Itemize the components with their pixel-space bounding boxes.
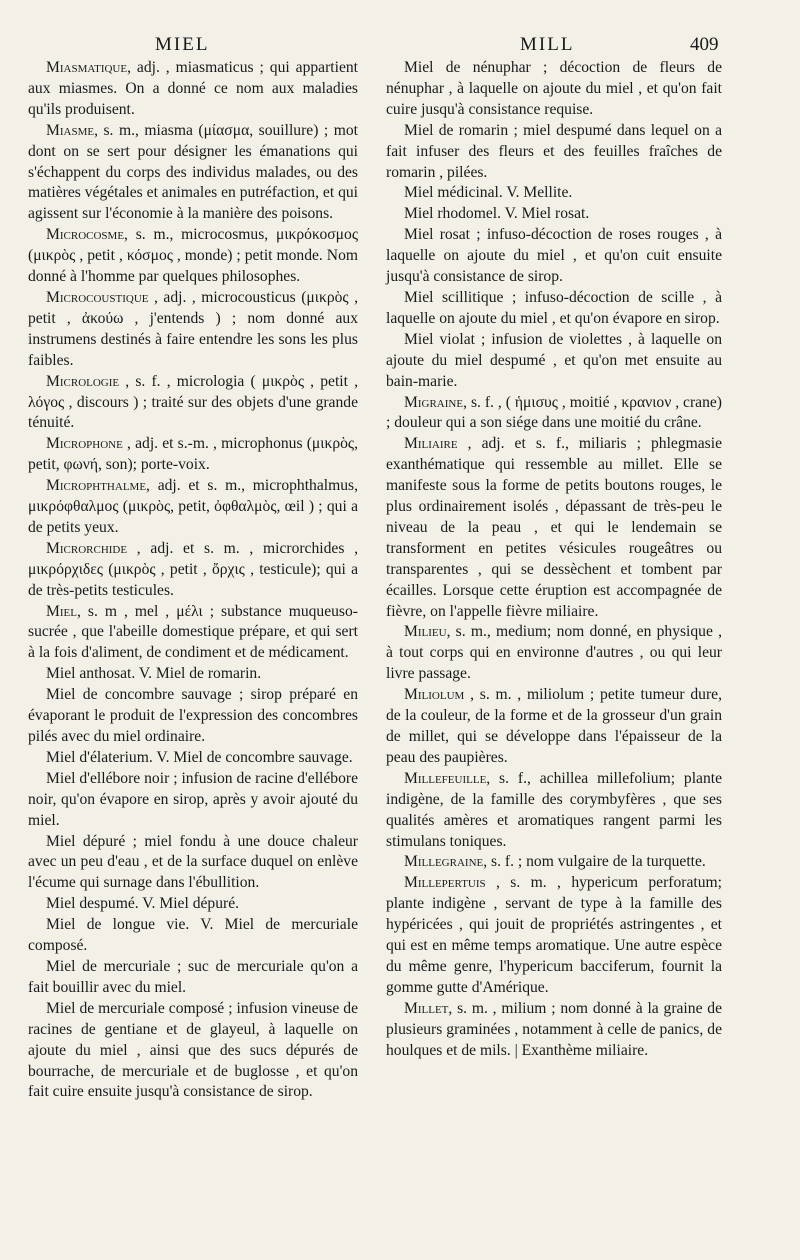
sub-entry: Miel rosat ; infuso-décoction de roses rouges , à laquelle on ajoute du miel , et qu'on cuit ensuite jusqu'à consistance de sirop. bbox=[386, 226, 722, 286]
running-head-left: MIEL bbox=[155, 34, 210, 55]
headword: Miliaire bbox=[404, 435, 458, 453]
sub-entry: Miel de mercuriale ; suc de mercuriale qu'on a fait bouillir avec du miel. bbox=[28, 957, 358, 996]
entry: Microphone , adj. et s.-m. , microphonus (μικρὸς, petit, φωνή, son); porte-voix. bbox=[28, 435, 358, 474]
sub-entry: Miel de nénuphar ; décoction de fleurs de nénuphar , à laquelle on ajoute du miel , et qu'on fait cuire jusqu'à consistance requise. bbox=[386, 59, 722, 118]
sub-entry: Miel de romarin ; miel despumé dans lequel on a fait infuser des fleurs et des feuilles fraîches de romarin , pilées. bbox=[386, 121, 722, 181]
headword: Microcoustique bbox=[46, 288, 149, 306]
headword: Microphthalme bbox=[46, 477, 147, 495]
entry: Millegraine, s. f. ; nom vulgaire de la turquette. bbox=[404, 853, 706, 871]
headword: Microcosme bbox=[46, 226, 125, 244]
headword: Millegraine bbox=[404, 853, 484, 871]
sub-entry: Miel de longue vie. V. Miel de mercuriale composé. bbox=[28, 916, 358, 955]
headword: Miel bbox=[46, 602, 77, 620]
sub-entry: Miel rhodomel. V. Miel rosat. bbox=[404, 205, 590, 223]
headword: Millet bbox=[404, 999, 449, 1017]
headword: Miliolum bbox=[404, 686, 465, 704]
headword: Microphone bbox=[46, 435, 123, 453]
page-number: 409 bbox=[690, 34, 719, 55]
entry: Miasme, s. m., miasma (μίασμα, souillure) ; mot dont on se sert pour désigner les émanations qui s'échappent du corps des individus malades, ou des matières végétales et animales en putréfaction, et qui agissent sur l'économie à la manière des poisons. bbox=[28, 121, 358, 223]
entry: Millet, s. m. , milium ; nom donné à la graine de plusieurs graminées , notamment à celle de panics, de houlques et de mils. | Exanthème miliaire. bbox=[386, 999, 722, 1059]
headword: Miasmatique bbox=[46, 59, 128, 76]
headword: Migraine bbox=[404, 393, 464, 411]
sub-entry: Miel d'élaterium. V. Miel de concombre sauvage. bbox=[46, 748, 353, 766]
entry: Miel, s. m , mel , μέλι ; substance muqueuso-sucrée , que l'abeille domestique prépare, et qui sert à la fois d'aliment, de condiment et de médicament. bbox=[28, 602, 358, 662]
sub-entry: Miel médicinal. V. Mellite. bbox=[404, 184, 573, 202]
entry: Miliolum , s. m. , miliolum ; petite tumeur dure, de la couleur, de la forme et de la grosseur d'un grain de millet, qui se développe dans l'épaisseur de la peau des paupières. bbox=[386, 686, 722, 766]
entry: Micrologie , s. f. , micrologia ( μικρὸς , petit , λόγος , discours ) ; traité sur des objets d'une grande ténuité. bbox=[28, 372, 358, 432]
running-head-right: MILL bbox=[520, 34, 575, 55]
sub-entry: Miel violat ; infusion de violettes , à laquelle on ajoute du miel despumé , et qu'on met ensuite au bain-marie. bbox=[386, 330, 722, 390]
entry: Microrchide , adj. et s. m. , microrchides , μικρόρχιδες (μικρὸς , petit , ὄρχις , testicule); qui a de très-petits testicules. bbox=[28, 539, 358, 599]
headword: Milieu bbox=[404, 623, 447, 641]
right-column bbox=[386, 58, 722, 1062]
sub-entry: Miel dépuré ; miel fondu à une douce chaleur avec un peu d'eau , et de la surface duquel on enlève l'écume qui surnage dans l'ébullition. bbox=[28, 832, 358, 892]
headword: Millepertuis bbox=[404, 874, 486, 892]
entry: Millefeuille, s. f., achillea millefolium; plante indigène, de la famille des corymbyfères , que ses qualités amères et aromatiques rangent parmi les stimulans toniques. bbox=[386, 769, 722, 850]
entry: Milieu, s. m., medium; nom donné, en physique , à tout corps qui en environne d'autres , ou qui leur livre passage. bbox=[386, 623, 722, 683]
sub-entry: Miel scillitique ; infuso-décoction de scille , à laquelle on ajoute du miel , et qu'on évapore en sirop. bbox=[386, 288, 722, 327]
sub-entry: Miel de concombre sauvage ; sirop préparé en évaporant le produit de l'expression des concombres pilés avec du miel ordinaire. bbox=[28, 686, 358, 745]
headword: Millefeuille bbox=[404, 769, 487, 787]
entry: Miliaire , adj. et s. f., miliaris ; phlegmasie exanthématique qui ressemble au millet. Elle se manifeste sous la forme de petits boutons rouges, le plus ordinairement isolés , dépassant de très-peu le niveau de la peau , et qui le lendemain se transforment en petites vésicules rougeâtres ou transparentes , qui se dessèchent et tombent par écailles. Lorsque cette éruption est accompagnée de fièvre, on l'appelle fièvre miliaire. bbox=[386, 435, 722, 620]
entry: Millepertuis , s. m. , hypericum perforatum; plante indigène , servant de type à la famille des hypéricées , qui jouit de propriétés astringentes , et qui est en même temps aromatique. Une autre espèce du même genre, l'hypericum bacciferum, fournit la gomme gutte d'Amérique. bbox=[386, 874, 722, 996]
entry: Migraine, s. f. , ( ἡμισυς , moitié , κρανιον , crane) ; douleur qui a son siége dans une moitié du crâne. bbox=[386, 393, 722, 432]
sub-entry: Miel anthosat. V. Miel de romarin. bbox=[46, 665, 262, 683]
entry: Microphthalme, adj. et s. m., microphthalmus, μικρόφθαλμος (μικρὸς, petit, ὀφθαλμὸς, œil ) ; qui a de petits yeux. bbox=[28, 477, 358, 536]
entry: Microcosme, s. m., microcosmus, μικρόκοσμος (μικρὸς , petit , κόσμος , monde) ; petit monde. Nom donné à l'homme par quelques philosophes. bbox=[28, 226, 358, 286]
sub-entry: Miel d'ellébore noir ; infusion de racine d'ellébore noir, qu'on évapore en sirop, après y avoir ajouté du miel. bbox=[28, 769, 358, 829]
sub-entry: Miel despumé. V. Miel dépuré. bbox=[46, 895, 240, 913]
headword: Miasme bbox=[46, 121, 95, 139]
sub-entry: Miel de mercuriale composé ; infusion vineuse de racines de gentiane et de glayeul, à laquelle on ajoute du miel , ainsi que des sucs dépurés de bourrache, de mercuriale et de buglosse , et qu'on fait cuire ensuite jusqu'à consistance de sirop. bbox=[28, 999, 358, 1101]
entry: Microcoustique , adj. , microcousticus (μικρὸς , petit , ἀκούω , j'entends ) ; nom donné aux instrumens destinés à faire entendre les sons les plus faibles. bbox=[28, 288, 358, 369]
left-column bbox=[28, 58, 358, 1103]
entry: Miasmatique, adj. , miasmaticus ; qui appartient aux miasmes. On a donné ce nom aux maladies qu'ils produisent. bbox=[28, 59, 358, 118]
headword: Microrchide bbox=[46, 539, 128, 557]
headword: Micrologie bbox=[46, 372, 120, 390]
